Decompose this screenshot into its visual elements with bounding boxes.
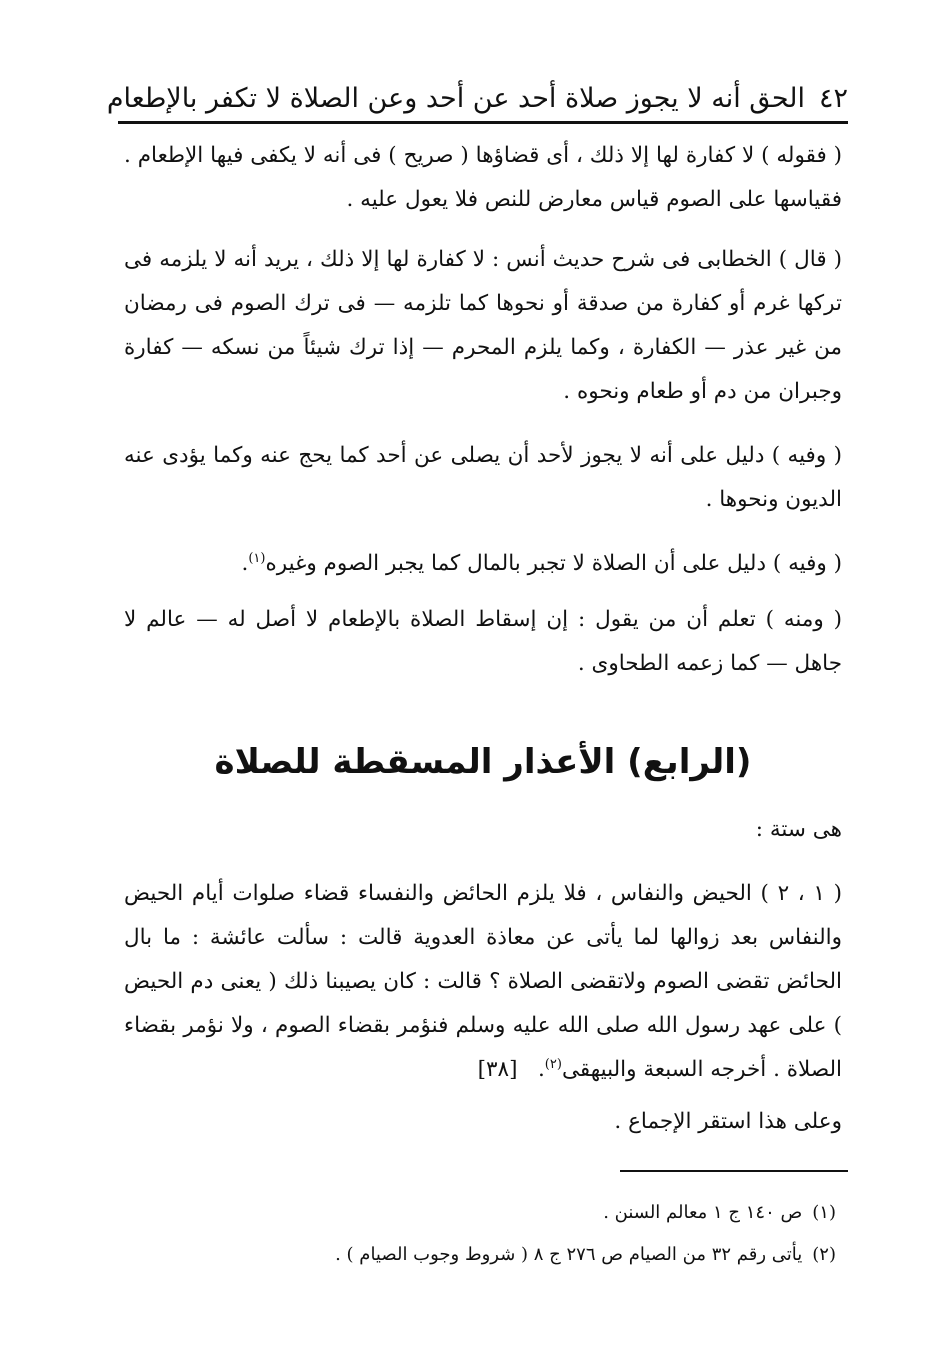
footnote-rule [620,1170,848,1172]
footnote-2-number: (٢) [812,1244,836,1265]
footnote-mark-2: (٢) [544,1056,562,1072]
footnotes [124,1192,836,1276]
footnote-1 [124,1192,836,1234]
section-paragraph-2: وعلى هذا استقر الإجماع . [614,1109,842,1134]
footnote-1-text: ص ١٤٠ ج ١ معالم السنن . [603,1202,803,1223]
header-rule [118,121,848,124]
section-paragraph-1-text: ( ١ ، ٢ ) الحيض والنفاس ، فلا يلزم الحائض والنفساء قضاء صلوات أيام الحيض والنفاس بعد زوالها لما يأتى عن معاذة العدوية قالت : سألت عائشة : ما بال الحائض تقضى الصوم ولاتقضى الصلاة ؟ قالت : كان يصيبنا ذلك ( يعنى دم الحيض ) على عهد رسول الله صلى الله عليه وسلم فنؤمر بقضاء الصوم ، ولا نؤمر بقضاء الصلاة . أخرجه السبعة والبيهقى [124,881,842,1082]
paragraph-3: ( وفيه ) دليل على أنه لا يجوز لأحد أن يصلى عن أحد كما يحج عنه وكما يؤدى عنه الديون ونحوها . [124,443,842,512]
paragraph-4-text: ( وفيه ) دليل على أن الصلاة لا تجبر بالمال كما يجبر الصوم وغيره [265,551,842,576]
footnote-1-number: (١) [812,1202,836,1223]
page-header [106,66,848,114]
footnote-2 [124,1234,836,1276]
paragraph-1: ( فقوله ) لا كفارة لها إلا ذلك ، أى قضاؤها ( صريح ) فى أنه لا يكفى فيها الإطعام . فقياسها على الصوم قياس معارض للنص فلا يعول عليه . [124,143,842,212]
main-text [124,134,842,686]
section-paragraph-1: ( ١ ، ٢ ) الحيض والنفاس ، فلا يلزم الحائض والنفساء قضاء صلوات أيام الحيض والنفاس بعد زوالها لما يأتى عن معاذة العدوية قالت : سألت عائشة : ما بال الحائض تقضى الصوم ولاتقضى الصلاة ؟ قالت : كان يصيبنا ذلك ( يعنى دم الحيض ) على عهد رسول الله صلى الله عليه وسلم فنؤمر بقضاء الصوم ، ولا نؤمر بقضاء الصلاة . أخرجه السبعة والبيهقى$^{(٢)}$. [٣٨] [124,881,842,1082]
running-title: الحق أنه لا يجوز صلاة أحد عن أحد وعن الصلاة لا تكفر بالإطعام [106,83,805,114]
paragraph-4: ( وفيه ) دليل على أن الصلاة لا تجبر بالمال كما يجبر الصوم وغيره$^{(١)}$. [241,550,842,576]
footnote-mark-1: (١) [248,550,266,566]
section-text [124,808,842,1144]
paragraph-5: ( ومنه ) تعلم أن من يقول : إن إسقاط الصلاة بالإطعام لا أصل له — عالم لا جاهل — كما زعمه الطحاوى . [124,607,842,676]
page-number: ٤٢ [818,83,848,114]
paragraph-2: ( قال ) الخطابى فى شرح حديث أنس : لا كفارة لها إلا ذلك ، يريد أنه لا يلزمه فى تركها غرم أو كفارة من صدقة أو نحوها كما تلزمه — فى ترك الصوم فى رمضان من غير عذر — الكفارة ، وكما يلزم المحرم — إذا ترك شيئاً من نسكه — كفارة وجبران من دم أو طعام ونحوه . [124,247,842,404]
reference-mark: [٣٨] [477,1057,518,1082]
section-intro: هى ستة : [755,817,842,842]
section-heading: (الرابع) الأعذار المسقطة للصلاة [214,742,752,782]
footnote-2-text: يأتى رقم ٣٢ من الصيام ص ٢٧٦ ج ٨ ( شروط وجوب الصيام ) . [335,1244,803,1265]
